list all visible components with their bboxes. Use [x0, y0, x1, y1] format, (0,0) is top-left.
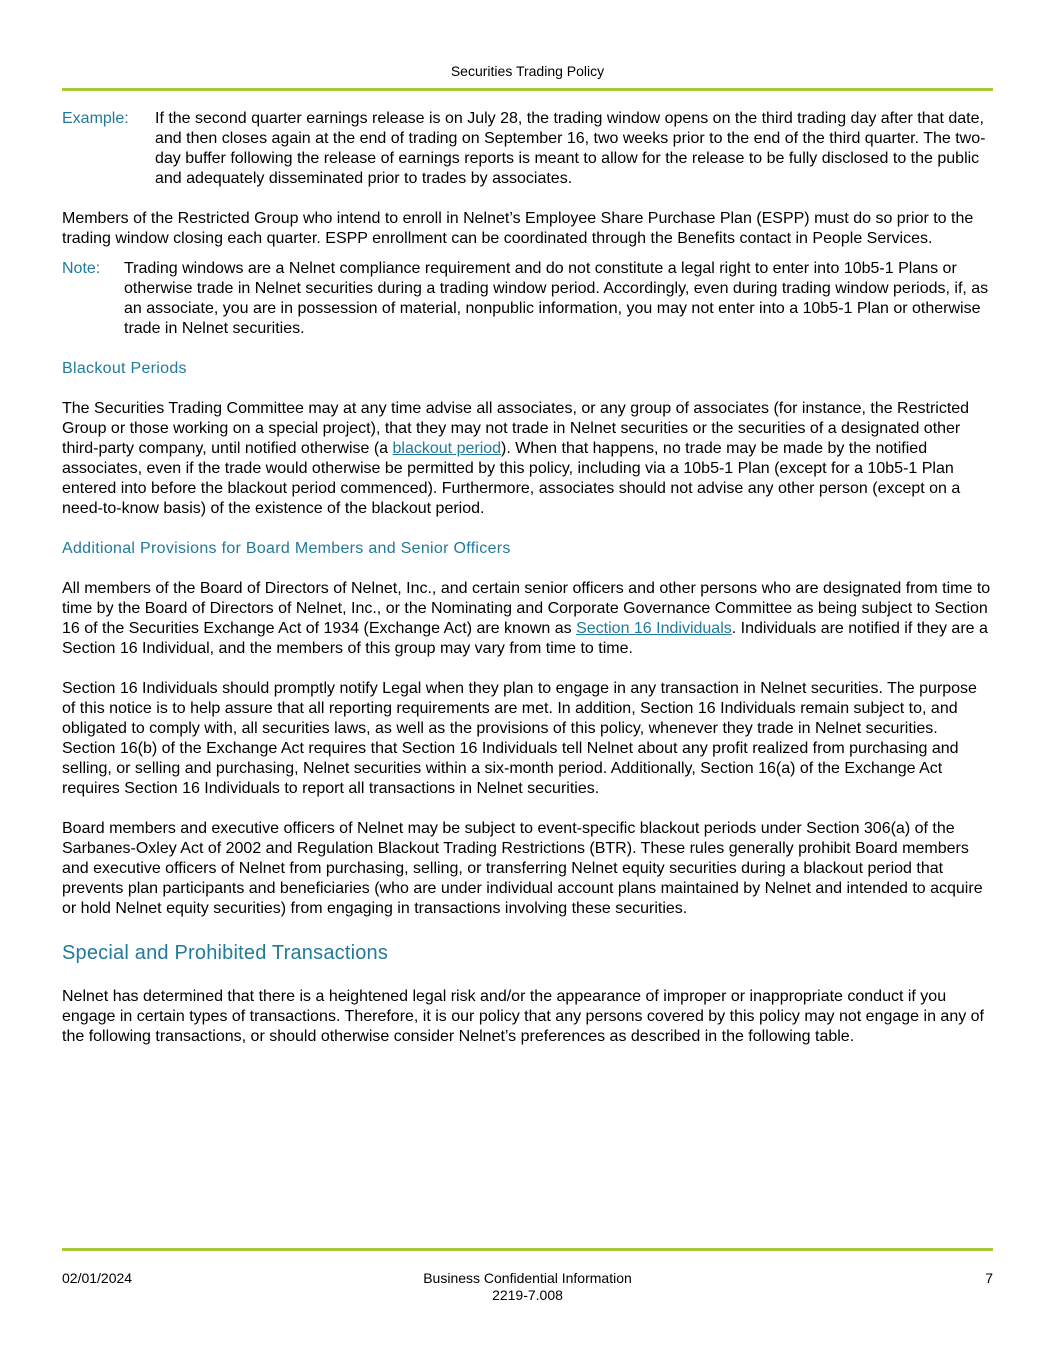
footer-page-number: 7: [985, 1270, 993, 1286]
additional-provisions-heading: Additional Provisions for Board Members and Senior Officers: [62, 540, 511, 557]
blackout-paragraph: [62, 399, 993, 519]
footer-date: 02/01/2024: [62, 1270, 133, 1286]
example-block: [62, 109, 993, 189]
note-label: Note:: [62, 260, 101, 277]
note-block: [62, 259, 993, 339]
special-transactions-paragraph: Nelnet has determined that there is a heightened legal risk and/or the appearance of improper or inappropriate conduct if you engage in certain types of transactions. Therefore, it is our policy that any persons covered by this policy may not engage in any of the following transactions, or should otherwise consider Nelnet’s preferences as described in the following table.: [62, 988, 984, 1045]
page-content: [62, 109, 993, 1047]
blackout-text-after: ). When that happens, no trade may be made by the notified associates, even if the trade would otherwise be permitted by this policy, including via a 10b5-1 Plan (except for a 10b5-1 Plan entered into before the blackout period commenced). Furthermore, associates should not advise any other person (except on a need-to-know basis) of the existence of the blackout period.: [62, 440, 961, 517]
section16-individuals-link[interactable]: Section 16 Individuals: [576, 620, 732, 637]
footer-rule: [62, 1248, 993, 1251]
espp-paragraph: Members of the Restricted Group who intend to enroll in Nelnet’s Employee Share Purchase Plan (ESPP) must do so prior to the trading window closing each quarter. ESPP enrollment can be coordinated through the Benefits contact in People Services.: [62, 210, 974, 247]
sox-blackout-paragraph: Board members and executive officers of Nelnet may be subject to event-specific blackout periods under Section 306(a) of the Sarbanes-Oxley Act of 2002 and Regulation Blackout Trading Restrictions (BTR). These rules generally prohibit Board members and executive officers of Nelnet from purchasing, selling, or transferring Nelnet equity securities during a blackout period that prevents plan participants and beneficiaries (who are under individual account plans maintained by Nelnet and intended to acquire or hold Nelnet equity securities) from engaging in transactions involving these securities.: [62, 820, 983, 917]
example-label: Example:: [62, 110, 129, 127]
footer-center: [62, 1270, 993, 1304]
header-rule: [62, 88, 993, 91]
footer-confidential: Business Confidential Information: [423, 1270, 632, 1286]
note-text: Trading windows are a Nelnet compliance requirement and do not constitute a legal right to enter into 10b5-1 Plans or otherwise trade in Nelnet securities during a trading window period. Accordingly, even during trading window periods, if, as an associate, you are in possession of material, nonpublic information, you may not enter into a 10b5-1 Plan or otherwise trade in Nelnet securities.: [124, 260, 989, 337]
blackout-text-before: The Securities Trading Committee may at any time advise all associates, or any group of associates (for instance, the Restricted Group or those working on a special project), that they may not trade in Nelnet securities or the securities of a designated other third-party company, until notified otherwise (a: [62, 400, 970, 457]
section16-text-after: . Individuals are notified if they are a Section 16 Individual, and the members of this group may vary from time to time.: [62, 620, 988, 657]
section16-notify-paragraph: Section 16 Individuals should promptly notify Legal when they plan to engage in any transaction in Nelnet securities. The purpose of this notice is to help assure that all reporting requirements are met. In addition, Section 16 Individuals remain subject to, and obligated to comply with, all securities laws, as well as the provisions of this policy, whenever they trade in Nelnet securities. Section 16(b) of the Exchange Act requires that Section 16 Individuals tell Nelnet about any profit realized from purchasing and selling, or selling and purchasing, Nelnet securities within a six-month period. Additionally, Section 16(a) of the Exchange Act requires Section 16 Individuals to report all transactions in Nelnet securities.: [62, 680, 977, 797]
section16-paragraph: [62, 579, 993, 659]
example-text: If the second quarter earnings release is on July 28, the trading window opens on the third trading day after that date, and then closes again at the end of trading on September 16, two weeks prior to the end of the third quarter. The two-day buffer following the release of earnings reports is meant to allow for the release to be fully disclosed to the public and adequately disseminated prior to trades by associates.: [155, 110, 986, 187]
blackout-heading: Blackout Periods: [62, 360, 187, 377]
special-transactions-heading: Special and Prohibited Transactions: [62, 942, 389, 964]
header-title: Securities Trading Policy: [450, 63, 605, 79]
blackout-period-link[interactable]: blackout period: [392, 440, 502, 457]
footer-doc-number: 2219-7.008: [492, 1287, 563, 1303]
section16-text-before: All members of the Board of Directors of Nelnet, Inc., and certain senior officers and other persons who are designated from time to time by the Board of Directors of Nelnet, Inc., or the Nominating and Corporate Governance Committee as being subject to Section 16 of the Securities Exchange Act of 1934 (Exchange Act) are known as: [62, 580, 991, 637]
